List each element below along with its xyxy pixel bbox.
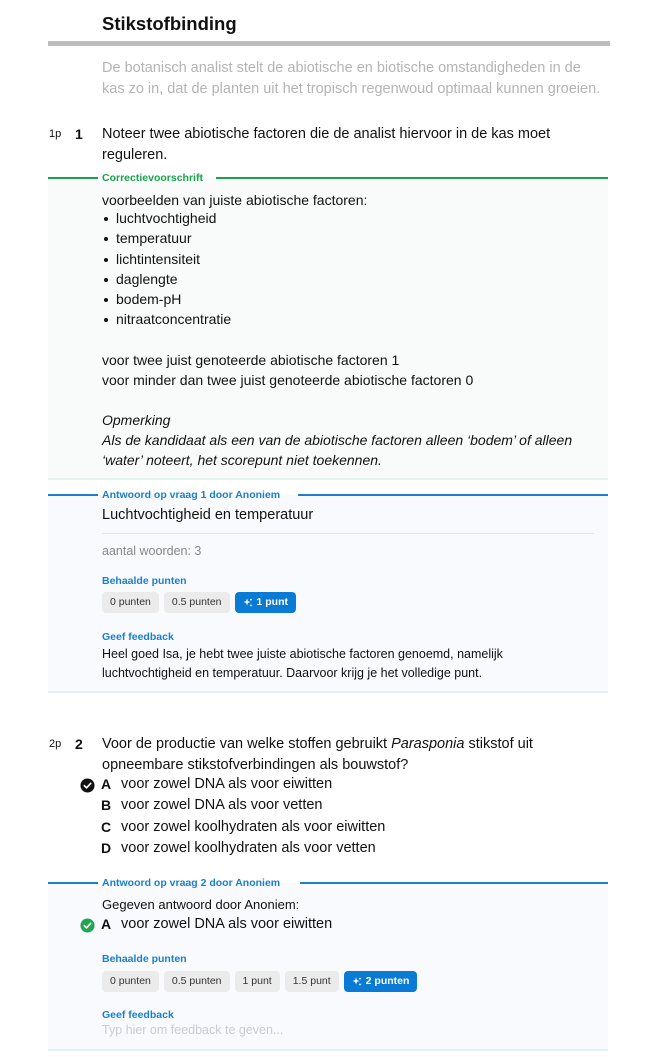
page-title: Stikstofbinding: [102, 13, 237, 34]
points-option-0-5[interactable]: 0.5 punten: [164, 971, 230, 992]
word-count: aantal woorden: 3: [102, 544, 202, 558]
intro-text: De botanisch analist stelt de abiotische en biotische omstandigheden in de kas zo in, dat de planten uit het tropisch regenwoud optimaal kunnen groeien.: [102, 60, 601, 97]
option-text: voor zowel DNA als voor eiwitten: [121, 916, 333, 932]
points-selector: [102, 592, 296, 613]
points-option-1-selected[interactable]: [235, 592, 297, 613]
points-option-label: 2 punten: [365, 975, 410, 987]
remark-title: Opmerking: [102, 412, 171, 428]
option-letter: C: [101, 819, 112, 835]
answer-header: [48, 877, 608, 889]
student-answer: Luchtvochtigheid en temperatuur: [102, 507, 314, 523]
check-circle-icon: [80, 918, 95, 933]
correction-header: [48, 172, 608, 184]
bullet-item: bodem-pH: [102, 289, 231, 309]
option-letter: A: [101, 916, 112, 932]
check-circle-icon: [80, 778, 95, 793]
correction-bullet-list: [102, 208, 231, 330]
sparkle-icon: [352, 977, 362, 987]
answer-header: [48, 489, 608, 501]
correction-section: [48, 172, 608, 482]
correction-intro: voorbeelden van juiste abiotische factoren:: [102, 192, 368, 208]
bullet-item: luchtvochtigheid: [102, 208, 231, 228]
points-option-0-5[interactable]: 0.5 punten: [164, 592, 230, 613]
bullet-item: nitraatconcentratie: [102, 309, 231, 329]
given-answer-label: Gegeven antwoord door Anoniem:: [102, 897, 300, 912]
question-number: 2: [75, 736, 83, 752]
option-text: voor zowel koolhydraten als voor eiwitten: [121, 819, 386, 835]
option-b: [80, 797, 580, 817]
question-number: 1: [75, 126, 83, 142]
answer-section-q1: [48, 489, 608, 694]
given-answer: [80, 916, 580, 936]
question-points: 2p: [49, 738, 62, 750]
option-text: voor zowel koolhydraten als voor vetten: [121, 840, 376, 856]
option-letter: B: [101, 797, 112, 813]
option-text: voor zowel DNA als voor vetten: [121, 797, 323, 813]
sparkle-icon: [243, 598, 253, 608]
option-letter: A: [101, 776, 112, 792]
points-option-0[interactable]: 0 punten: [102, 592, 159, 613]
bullet-item: daglengte: [102, 269, 231, 289]
points-option-label: 1 punt: [256, 596, 289, 608]
points-option-1-5[interactable]: 1.5 punt: [285, 971, 339, 992]
scoring-rule-1: voor twee juist genoteerde abiotische factoren 1: [102, 352, 400, 368]
points-option-2-selected[interactable]: [344, 971, 418, 992]
remark-text: Als de kandidaat als een van de abiotische factoren alleen ‘bodem’ of alleen ‘water’ noteert, het scorepunt niet toekennen.: [102, 432, 573, 468]
feedback-text[interactable]: Heel goed Isa, je hebt twee juiste abiotische factoren genoemd, namelijk luchtvochtigheid en temperatuur. Daarvoor krijg je het volledige punt.: [102, 647, 503, 680]
question-text: Noteer twee abiotische factoren die de analist hiervoor in de kas moet reguleren.: [102, 126, 551, 163]
points-label: Behaalde punten: [102, 953, 187, 965]
option-c: [80, 819, 580, 839]
points-label: Behaalde punten: [102, 575, 187, 587]
feedback-label: Geef feedback: [102, 1009, 174, 1021]
option-text: voor zowel DNA als voor eiwitten: [121, 776, 333, 792]
question-text-part: stikstof uit opneembare stikstofverbindingen als bouwstof?: [102, 736, 533, 773]
question-text: [102, 734, 602, 776]
question-text-part: Voor de productie van welke stoffen gebruikt: [102, 736, 392, 752]
answer-header-label: Antwoord op vraag 2 door Anoniem: [102, 877, 281, 889]
species-name: Parasponia: [391, 736, 465, 752]
bullet-item: temperatuur: [102, 228, 231, 248]
answer-divider: [102, 533, 594, 534]
answer-section-q2: [48, 877, 608, 1057]
option-a: [80, 776, 580, 796]
points-option-1[interactable]: 1 punt: [235, 971, 280, 992]
option-d: [80, 840, 580, 860]
points-selector: [102, 971, 417, 992]
answer-header-label: Antwoord op vraag 1 door Anoniem: [102, 489, 281, 501]
feedback-label: Geef feedback: [102, 631, 174, 643]
option-letter: D: [101, 840, 112, 856]
bullet-item: lichtintensiteit: [102, 249, 231, 269]
question-points: 1p: [49, 128, 62, 140]
scoring-rule-2: voor minder dan twee juist genoteerde abiotische factoren 0: [102, 372, 474, 388]
points-option-0[interactable]: 0 punten: [102, 971, 159, 992]
correction-header-label: Correctievoorschrift: [102, 172, 203, 184]
feedback-input[interactable]: [102, 1023, 582, 1037]
title-divider: [48, 41, 610, 46]
